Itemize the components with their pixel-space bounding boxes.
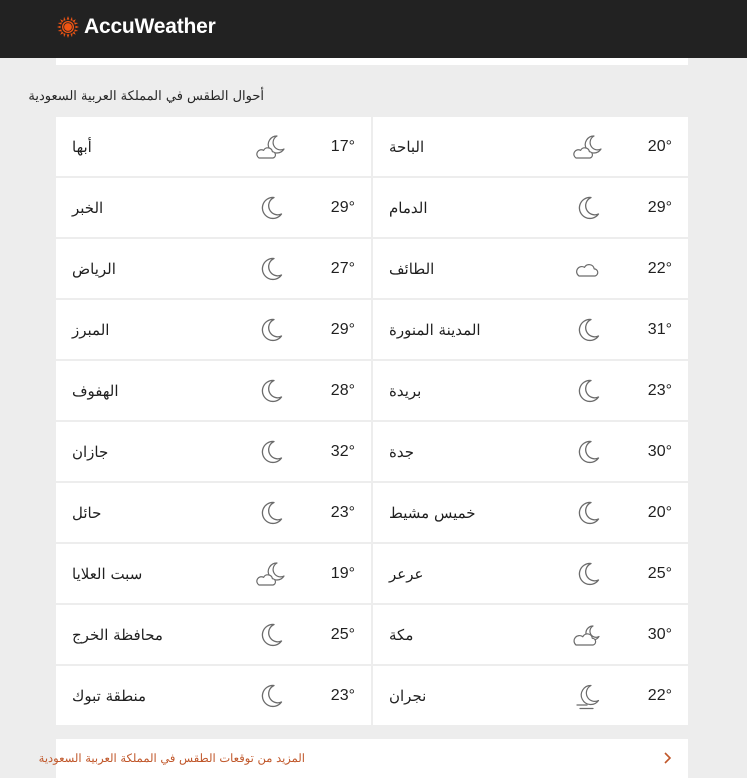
city-weather-item[interactable] xyxy=(373,422,688,481)
city-temperature: 23° xyxy=(330,503,355,521)
city-weather-item[interactable] xyxy=(56,239,371,298)
city-temperature: 22° xyxy=(647,686,672,704)
chevron-right-icon xyxy=(662,751,672,765)
city-weather-item[interactable] xyxy=(56,605,371,664)
city-weather-item[interactable] xyxy=(56,178,371,237)
city-weather-item[interactable] xyxy=(56,300,371,359)
city-temperature: 23° xyxy=(330,686,355,704)
city-temperature: 29° xyxy=(330,320,355,338)
city-temperature: 17° xyxy=(330,137,355,155)
city-temperature: 19° xyxy=(330,564,355,582)
city-temperature: 20° xyxy=(647,137,672,155)
city-weather-item[interactable] xyxy=(373,178,688,237)
moon-icon xyxy=(573,193,603,223)
city-weather-item[interactable] xyxy=(373,544,688,603)
moon-icon xyxy=(256,498,286,528)
city-name: محافظة الخرج xyxy=(72,625,163,644)
moon-icon xyxy=(573,559,603,589)
city-name: منطقة تبوك xyxy=(72,686,147,705)
city-weather-item[interactable] xyxy=(373,117,688,176)
city-name: نجران xyxy=(389,686,427,705)
city-name: المدينة المنورة xyxy=(389,320,481,339)
city-temperature: 29° xyxy=(330,198,355,216)
city-temperature: 23° xyxy=(647,381,672,399)
city-weather-item[interactable] xyxy=(373,605,688,664)
accuweather-logo[interactable] xyxy=(57,14,216,40)
moon-icon xyxy=(573,315,603,345)
city-name: الطائف xyxy=(389,259,435,278)
moon-icon xyxy=(573,437,603,467)
brand-name: AccuWeather xyxy=(84,15,216,38)
city-name: الهفوف xyxy=(72,381,119,400)
city-name: حائل xyxy=(72,503,102,522)
city-weather-item[interactable] xyxy=(373,239,688,298)
city-name: مكة xyxy=(389,625,414,644)
city-weather-item[interactable] xyxy=(373,361,688,420)
city-name: عرعر xyxy=(389,564,424,583)
city-weather-item[interactable] xyxy=(373,483,688,542)
city-name: المبرز xyxy=(72,320,110,339)
night-hazy-icon xyxy=(573,681,603,711)
city-weather-item[interactable] xyxy=(56,422,371,481)
city-temperature: 30° xyxy=(647,442,672,460)
city-name: سبت العلايا xyxy=(72,564,143,583)
city-weather-item[interactable] xyxy=(373,666,688,725)
city-name: جازان xyxy=(72,442,109,461)
moon-icon xyxy=(256,620,286,650)
city-temperature: 29° xyxy=(647,198,672,216)
city-name: خميس مشيط xyxy=(389,503,476,522)
city-temperature: 25° xyxy=(330,625,355,643)
more-forecasts-link[interactable] xyxy=(38,739,688,778)
night-mostly-cloudy-icon xyxy=(573,620,603,650)
city-name: أبها xyxy=(72,137,92,156)
city-temperature: 20° xyxy=(647,503,672,521)
city-weather-item[interactable] xyxy=(373,300,688,359)
city-temperature: 25° xyxy=(647,564,672,582)
city-weather-item[interactable] xyxy=(56,666,371,725)
city-temperature: 28° xyxy=(330,381,355,399)
city-name: الخبر xyxy=(72,198,104,217)
city-name: الدمام xyxy=(389,198,428,217)
top-header xyxy=(0,0,747,58)
night-partly-cloudy-icon xyxy=(256,132,286,162)
city-temperature: 31° xyxy=(647,320,672,338)
city-weather-item[interactable] xyxy=(56,117,371,176)
moon-icon xyxy=(256,193,286,223)
moon-icon xyxy=(573,498,603,528)
city-weather-item[interactable] xyxy=(56,483,371,542)
city-name: الرياض xyxy=(72,259,116,278)
sun-icon xyxy=(57,16,79,38)
moon-icon xyxy=(256,681,286,711)
moon-icon xyxy=(256,315,286,345)
previous-card-edge xyxy=(56,58,688,65)
night-partly-cloudy-icon xyxy=(573,132,603,162)
more-forecasts-text: المزيد من توقعات الطقس في المملكة العربية السعودية xyxy=(38,751,305,765)
section-title: أحوال الطقس في المملكة العربية السعودية xyxy=(28,89,264,104)
moon-icon xyxy=(573,376,603,406)
night-partly-cloudy-icon xyxy=(256,559,286,589)
city-name: جدة xyxy=(389,442,415,461)
city-weather-item[interactable] xyxy=(56,361,371,420)
moon-icon xyxy=(256,376,286,406)
city-name: بريدة xyxy=(389,381,422,400)
city-temperature: 30° xyxy=(647,625,672,643)
city-weather-item[interactable] xyxy=(56,544,371,603)
cloud-icon xyxy=(573,254,603,284)
city-temperature: 27° xyxy=(330,259,355,277)
moon-icon xyxy=(256,437,286,467)
city-temperature: 22° xyxy=(647,259,672,277)
cities-weather-grid xyxy=(56,117,688,726)
city-temperature: 32° xyxy=(330,442,355,460)
city-name: الباحة xyxy=(389,137,425,156)
moon-icon xyxy=(256,254,286,284)
